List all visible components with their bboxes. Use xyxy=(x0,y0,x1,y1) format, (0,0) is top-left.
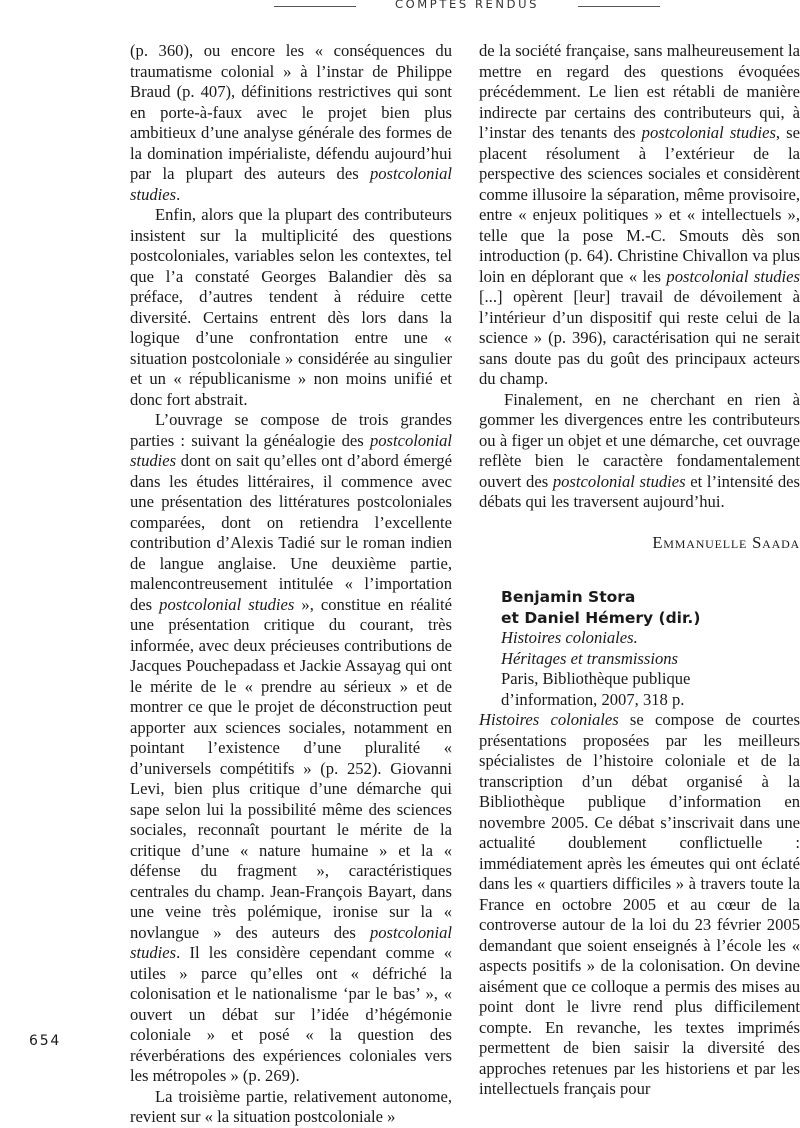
italic-term: postcolonial studies xyxy=(159,594,295,614)
running-header xyxy=(0,0,800,16)
review-book-subtitle: Héritages et transmissions xyxy=(501,648,679,668)
left-column xyxy=(130,41,452,1128)
header-title: COMPTES RENDUS xyxy=(394,0,540,11)
review-signature: Emmanuelle Saada xyxy=(652,532,800,552)
review-publisher: Paris, Bibliothèque publique xyxy=(501,669,691,688)
left-paragraph-2: Enfin, alors que la plupart des contributeurs insistent sur la multiplicité des questions postcoloniales, variables selon les contextes, tel que l’a constaté Georges Balandier dès sa préface, d’autres tendent à réduire cette diversité. Certains entrent dès lors dans la logique d’une confrontation entre une « situation postcoloniale » considérée au singulier et un « républicanisme » non moins unifié et donc fort abstrait. xyxy=(130,205,452,409)
review-body-paragraph: Histoires coloniales se compose de courtes présentations proposées par les meilleurs spécialistes de l’histoire coloniale et de la transcription d’un débat organisé à la Bibliothèque publique d’information en novembre 2005. Ce débat s’inscrivait dans une actualité doublement conflictuelle : immédiatement après les émeutes qui ont éclaté dans les « quartiers difficiles » à travers toute la France en octobre 2005 et au cœur de la controverse autour de la loi du 23 février 2005 demandant que soient enseignés à l’école les « aspects positifs » de la colonisation. On devine aisément que ce colloque a permis des mises au point dont le livre rend plus difficilement compte. En revanche, les textes imprimés permettent de bien saisir la diversité des approches retenues par les historiens et par les intellectuels français pour xyxy=(479,710,800,1098)
page-number: 654 xyxy=(29,1033,62,1049)
italic-term: postcolonial studies xyxy=(641,123,776,142)
right-paragraph-2: Finalement, en ne cherchant en rien à gommer les divergences entre les contributeurs ou à figer un objet et une démarche, cet ouvrage reflète bien le caractère fondamentalement ouvert des postcolonial studies et l’intensité des débats qui les traversent aujourd’hui. xyxy=(479,389,800,511)
review-author-line-1: Benjamin Stora xyxy=(501,588,636,606)
italic-term: postcolonial studies xyxy=(130,922,452,962)
review-book-title: Histoires coloniales. xyxy=(501,628,638,647)
italic-term: postcolonial studies xyxy=(666,266,800,286)
italic-term: Histoires coloniales xyxy=(479,710,619,729)
left-paragraph-1: (p. 360), ou encore les « conséquences du traumatisme colonial » à l’instar de Philippe Braud (p. 407), définitions restrictives qui sont en porte-à-faux avec le projet bien plus ambitieux d’une analyse générale des formes de la domination impérialiste, défendu aujourd’hui par la plupart des auteurs des postcolonial studies. xyxy=(130,41,452,204)
italic-term: postcolonial studies xyxy=(552,471,686,491)
header-rule-right xyxy=(578,6,660,7)
italic-term: postcolonial studies xyxy=(130,164,452,204)
right-paragraph-1: de la société française, sans malheureusement la mettre en regard des questions évoquées précédemment. Le lien est rétabli de manière indirecte par certains des contributeurs qui, à l’instar des tenants des postcolonial studies, se placent résolument à l’extérieur de la perspective des sciences sociales et considèrent comme illusoire la séparation, même provisoire, entre « enjeux politiques » et « intellectuels », telle que la pose M.-C. Smouts dès son introduction (p. 64). Christine Chivallon va plus loin en déplorant que « les postcolonial studies [...] opèrent [leur] travail de dévoilement à l’intérieur d’un dispositif qui reste celui de la science » (p. 396), caractérisation qui ne serait sans doute pas du goût des principaux acteurs du champ. xyxy=(479,41,800,388)
review-author-line-2: et Daniel Hémery (dir.) xyxy=(501,608,701,627)
italic-term: postcolonial studies xyxy=(130,430,452,470)
right-column xyxy=(479,41,800,1100)
left-paragraph-4: La troisième partie, relativement autonome, revient sur « la situation postcoloniale » xyxy=(130,1086,452,1126)
review-reference xyxy=(479,587,800,710)
header-rule-left xyxy=(274,6,356,7)
review-publisher-details: d’information, 2007, 318 p. xyxy=(501,689,685,709)
left-paragraph-3: L’ouvrage se compose de trois grandes parties : suivant la généalogie des postcolonial studies dont on sait qu’elles ont d’abord émergé dans les études littéraires, il commence avec une présentation des littératures postcoloniales comparées, dont on retiendra l’excellente contribution d’Alexis Tadié sur le roman indien de langue anglaise. Une deuxième partie, malencontreusement intitulée « l’importation des postcolonial studies », constitue en réalité une présentation critique du courant, très informée, avec deux précieuses contributions de Jacques Pouchepadass et Jackie Assayag qui ont le mérite de le « prendre au sérieux » et de montrer ce que le projet de déconstruction peut apporter aux sciences sociales, notamment en pointant l’existence d’une pluralité « d’universels compétitifs » (p. 252). Giovanni Levi, bien plus critique d’une démarche qui sape selon lui la possibilité même des sciences sociales, reconnaît pourtant le mérite de la critique d’une « nature humaine » et la « défense du fragment », caractéristiques centrales du champ. Jean-François Bayart, dans une veine très polémique, ironise sur la « novlangue » des auteurs des postcolonial studies. Il les considère cependant comme « utiles » parce qu’elles ont « défriché la colonisation et le nationalisme ‘par le bas’ », « ouvert un débat sur l’idée d’hégémonie coloniale » et posé « la question des réverbérations des expériences coloniales vers les métropoles » (p. 269). xyxy=(130,410,452,1085)
